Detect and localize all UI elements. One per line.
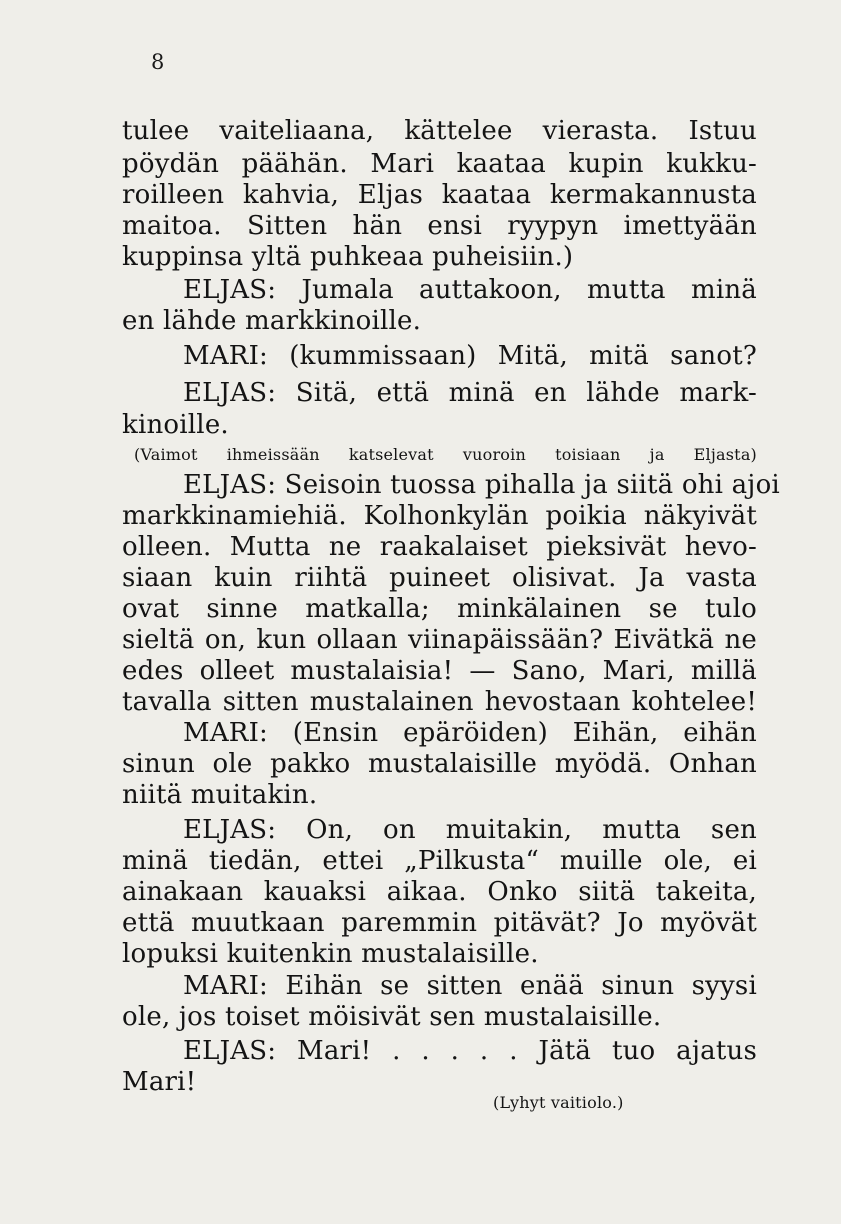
stage-direction: (Vaimot ihmeissään katselevat vuoroin toisiaan ja Eljasta) — [134, 445, 757, 464]
text-line: en lähde markkinoille. — [122, 306, 422, 336]
text-line: sieltä on, kun ollaan viinapäissään? Eivätkä ne — [122, 625, 757, 655]
text-line: lopuksi kuitenkin mustalaisille. — [122, 939, 539, 969]
dialogue-line: ELJAS: On, on muitakin, mutta sen — [183, 815, 757, 845]
dialogue-line: MARI: (Ensin epäröiden) Eihän, eihän — [183, 718, 757, 748]
text-line: maitoa. Sitten hän ensi ryypyn imettyään — [122, 211, 757, 241]
text-line: ole, jos toiset möisivät sen mustalaisille. — [122, 1002, 662, 1032]
dialogue-line: ELJAS: Mari! . . . . . Jätä tuo ajatus — [183, 1036, 757, 1066]
dialogue-line: MARI: Eihän se sitten enää sinun syysi — [183, 971, 757, 1001]
stage-direction: (Lyhyt vaitiolo.) — [493, 1093, 624, 1112]
page-number: 8 — [151, 50, 165, 74]
text-line: edes olleet mustalaisia! — Sano, Mari, millä — [122, 656, 757, 686]
dialogue-line: ELJAS: Sitä, että minä en lähde mark- — [183, 378, 757, 408]
text-line: markkinamiehiä. Kolhonkylän poikia näkyivät — [122, 501, 757, 531]
text-line: Mari! — [122, 1067, 197, 1097]
text-line: tavalla sitten mustalainen hevostaan kohtelee! — [122, 687, 757, 717]
text-line: ainakaan kauaksi aikaa. Onko siitä takeita, — [122, 877, 757, 907]
text-line: minä tiedän, ettei „Pilkusta“ muille ole, ei — [122, 846, 757, 876]
text-line: siaan kuin riihtä puineet olisivat. Ja vasta — [122, 563, 757, 593]
dialogue-line: MARI: (kummissaan) Mitä, mitä sanot? — [183, 341, 757, 371]
text-line: pöydän päähän. Mari kaataa kupin kukku- — [122, 149, 757, 179]
text-line: olleen. Mutta ne raakalaiset pieksivät hevo- — [122, 532, 757, 562]
text-line: että muutkaan paremmin pitävät? Jo myövät — [122, 908, 757, 938]
dialogue-line: ELJAS: Seisoin tuossa pihalla ja siitä ohi ajoi — [183, 470, 780, 500]
text-line: kuppinsa yltä puhkeaa puheisiin.) — [122, 242, 574, 272]
text-line: tulee vaiteliaana, kättelee vierasta. Istuu — [122, 116, 757, 146]
text-line: kinoille. — [122, 410, 229, 440]
text-line: roilleen kahvia, Eljas kaataa kermakannusta — [122, 180, 757, 210]
dialogue-line: ELJAS: Jumala auttakoon, mutta minä — [183, 275, 757, 305]
text-line: ovat sinne matkalla; minkälainen se tulo — [122, 594, 757, 624]
text-line: niitä muitakin. — [122, 780, 318, 810]
text-line: sinun ole pakko mustalaisille myödä. Onhan — [122, 749, 757, 779]
